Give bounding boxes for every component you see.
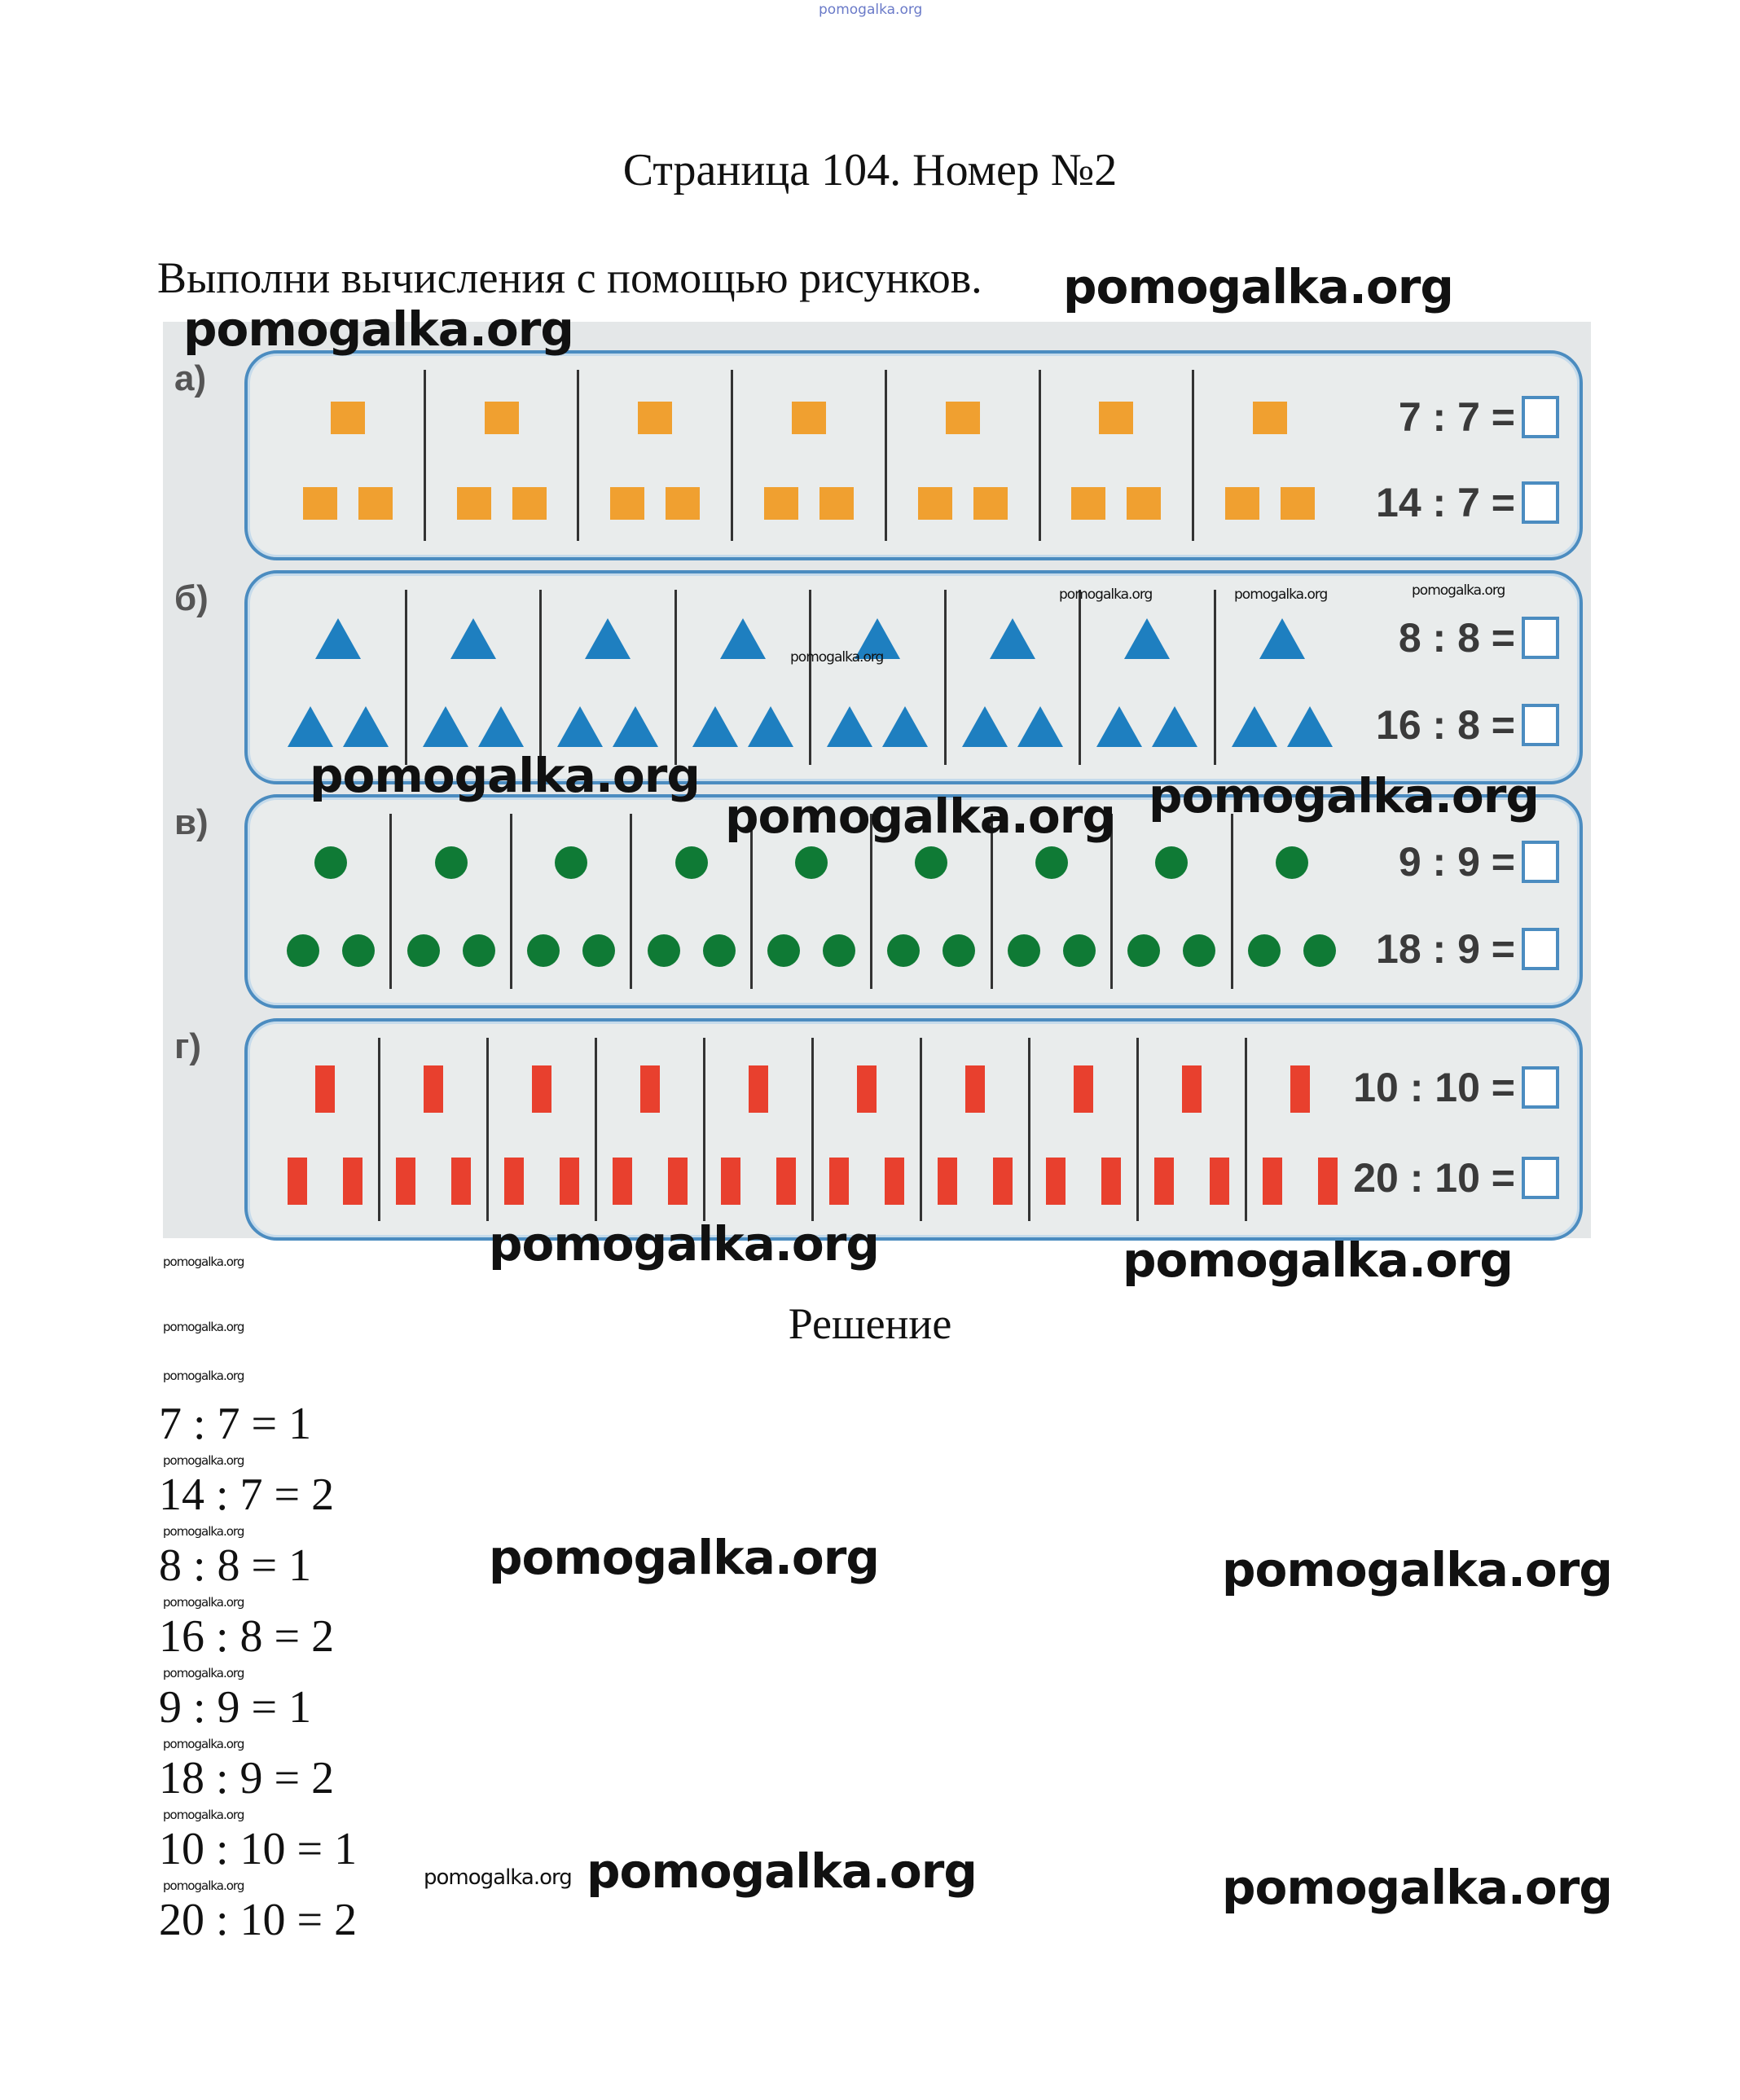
bar-shape <box>1263 1158 1282 1205</box>
panel-bars <box>244 1018 1583 1241</box>
watermark-top: pomogalka.org <box>819 2 923 18</box>
circle-shape <box>767 934 800 967</box>
triangle-shape <box>1152 706 1197 747</box>
shape-group <box>512 814 632 989</box>
circle-shape <box>648 934 680 967</box>
triangle-shape <box>748 706 793 747</box>
equation <box>1353 1065 1559 1110</box>
circle-shape <box>582 934 615 967</box>
answer-line: 18 : 9 = 2 <box>159 1753 335 1803</box>
bar-shape <box>1154 1158 1174 1205</box>
shape-group <box>579 370 733 541</box>
triangle-shape <box>827 706 872 747</box>
circle-shape <box>915 846 947 879</box>
watermark: pomogalka.org <box>163 1666 244 1680</box>
bar-shape <box>1046 1158 1066 1205</box>
equation <box>1399 394 1559 440</box>
bar-shape <box>396 1158 415 1205</box>
bar-shape <box>829 1158 849 1205</box>
bar-shape <box>1101 1158 1121 1205</box>
shape-group <box>922 1038 1030 1221</box>
equation <box>1399 615 1559 661</box>
triangle-shape <box>1017 706 1063 747</box>
answer-line: 9 : 9 = 1 <box>159 1682 312 1733</box>
circle-shape <box>1303 934 1336 967</box>
answer-box <box>1522 1066 1559 1109</box>
panel-label: б) <box>174 578 209 618</box>
square-shape <box>512 487 547 520</box>
bar-shape <box>857 1065 877 1113</box>
equation-text: 8 : 8 = <box>1398 615 1515 661</box>
circle-shape <box>675 846 708 879</box>
square-shape <box>303 487 337 520</box>
square-shape <box>638 402 672 434</box>
circle-shape <box>1127 934 1160 967</box>
shape-groups <box>272 590 1348 765</box>
triangle-shape <box>1259 618 1305 659</box>
bar-shape <box>938 1158 957 1205</box>
bar-shape <box>640 1065 660 1113</box>
bar-shape <box>965 1065 985 1113</box>
equation <box>1376 480 1559 525</box>
watermark: pomogalka.org <box>1412 582 1505 599</box>
watermark: pomogalka.org <box>163 1453 244 1468</box>
shape-group <box>1216 590 1349 765</box>
shape-group <box>887 370 1041 541</box>
answer-line: 20 : 10 = 2 <box>159 1895 358 1945</box>
shape-group <box>272 590 407 765</box>
circle-shape <box>703 934 736 967</box>
answer-box <box>1522 617 1559 659</box>
bar-shape <box>993 1158 1013 1205</box>
page-title: Страница 104. Номер №2 <box>622 145 1118 196</box>
triangle-shape <box>1124 618 1170 659</box>
shape-group <box>1030 1038 1139 1221</box>
triangle-shape <box>990 618 1035 659</box>
watermark: pomogalka.org <box>1222 1860 1612 1915</box>
square-shape <box>485 402 519 434</box>
bar-shape <box>885 1158 904 1205</box>
answer-box <box>1522 928 1559 970</box>
bar-shape <box>749 1065 768 1113</box>
answer-line: 8 : 8 = 1 <box>159 1540 312 1591</box>
triangle-shape <box>288 706 333 747</box>
equation <box>1399 839 1559 885</box>
square-shape <box>918 487 952 520</box>
shape-group <box>1247 1038 1353 1221</box>
shape-group <box>1233 814 1351 989</box>
shape-group <box>272 1038 380 1221</box>
task-instruction: Выполни вычисления с помощью рисунков. <box>157 253 982 302</box>
shape-group <box>1194 370 1346 541</box>
equation <box>1353 1155 1559 1201</box>
bar-shape <box>776 1158 796 1205</box>
shape-group <box>947 590 1082 765</box>
equation <box>1376 702 1559 748</box>
shape-groups <box>272 370 1346 541</box>
square-shape <box>1071 487 1105 520</box>
triangle-shape <box>882 706 928 747</box>
shape-group <box>677 590 812 765</box>
square-shape <box>457 487 491 520</box>
circle-shape <box>887 934 920 967</box>
shape-groups <box>272 1038 1353 1221</box>
square-shape <box>610 487 644 520</box>
bar-shape <box>532 1065 551 1113</box>
equation-text: 18 : 9 = <box>1376 926 1515 973</box>
triangle-shape <box>343 706 389 747</box>
square-shape <box>1225 487 1259 520</box>
triangle-shape <box>557 706 603 747</box>
triangle-shape <box>692 706 738 747</box>
square-shape <box>1281 487 1315 520</box>
square-shape <box>666 487 700 520</box>
shape-group <box>814 1038 922 1221</box>
watermark: pomogalka.org <box>163 1808 244 1822</box>
square-shape <box>946 402 980 434</box>
answer-box <box>1522 396 1559 438</box>
square-shape <box>819 487 854 520</box>
shape-group <box>392 814 512 989</box>
circle-shape <box>1063 934 1096 967</box>
circle-shape <box>795 846 828 879</box>
shape-group <box>1081 590 1216 765</box>
bar-shape <box>613 1158 632 1205</box>
circle-shape <box>1276 846 1308 879</box>
bar-shape <box>451 1158 471 1205</box>
circle-shape <box>314 846 347 879</box>
triangle-shape <box>613 706 658 747</box>
bar-shape <box>721 1158 740 1205</box>
watermark: pomogalka.org <box>163 1595 244 1610</box>
bar-shape <box>1182 1065 1202 1113</box>
equation-text: 7 : 7 = <box>1398 394 1515 440</box>
watermark: pomogalka.org <box>489 1216 879 1272</box>
square-shape <box>1253 402 1287 434</box>
solution-heading: Решение <box>788 1299 952 1348</box>
shape-group <box>733 370 887 541</box>
shape-group <box>380 1038 489 1221</box>
circle-shape <box>555 846 587 879</box>
circle-shape <box>1155 846 1188 879</box>
shape-group <box>542 590 677 765</box>
watermark: pomogalka.org <box>183 301 573 357</box>
shape-group <box>1113 814 1232 989</box>
triangle-shape <box>478 706 524 747</box>
triangle-shape <box>585 618 631 659</box>
circle-shape <box>407 934 440 967</box>
answer-box <box>1522 1157 1559 1199</box>
circle-shape <box>823 934 855 967</box>
shape-group <box>811 590 947 765</box>
equation <box>1376 926 1559 972</box>
bar-shape <box>315 1065 335 1113</box>
triangle-shape <box>962 706 1008 747</box>
watermark: pomogalka.org <box>163 1320 244 1334</box>
shape-group <box>272 370 426 541</box>
bar-shape <box>668 1158 688 1205</box>
triangle-shape <box>423 706 468 747</box>
shape-group <box>489 1038 597 1221</box>
equation-text: 16 : 8 = <box>1376 702 1515 749</box>
watermark: pomogalka.org <box>310 748 700 803</box>
watermark: pomogalka.org <box>163 1369 244 1383</box>
equation-text: 10 : 10 = <box>1353 1065 1515 1110</box>
bar-shape <box>560 1158 579 1205</box>
watermark: pomogalka.org <box>424 1865 572 1890</box>
answer-box <box>1522 841 1559 883</box>
square-shape <box>1099 402 1133 434</box>
watermark: pomogalka.org <box>1149 768 1539 824</box>
bar-shape <box>343 1158 362 1205</box>
shape-group <box>272 814 392 989</box>
panel-label: в) <box>174 802 209 842</box>
triangle-shape <box>315 618 361 659</box>
bar-shape <box>504 1158 524 1205</box>
answer-line: 7 : 7 = 1 <box>159 1399 312 1449</box>
watermark: pomogalka.org <box>1059 587 1153 603</box>
bar-shape <box>1318 1158 1338 1205</box>
answer-box <box>1522 704 1559 746</box>
shape-group <box>407 590 543 765</box>
bar-shape <box>288 1158 307 1205</box>
square-shape <box>331 402 365 434</box>
watermark: pomogalka.org <box>163 1524 244 1539</box>
equation-text: 20 : 10 = <box>1353 1155 1515 1202</box>
circle-shape <box>1008 934 1040 967</box>
watermark: pomogalka.org <box>1123 1232 1513 1288</box>
triangle-shape <box>450 618 496 659</box>
triangle-shape <box>1232 706 1277 747</box>
watermark: pomogalka.org <box>163 1737 244 1751</box>
circle-shape <box>1248 934 1281 967</box>
bar-shape <box>1290 1065 1310 1113</box>
panel-label: г) <box>174 1026 201 1066</box>
shape-group <box>1139 1038 1247 1221</box>
answer-line: 10 : 10 = 1 <box>159 1824 358 1874</box>
watermark: pomogalka.org <box>1222 1542 1612 1597</box>
watermark: pomogalka.org <box>725 789 1115 844</box>
circle-shape <box>342 934 375 967</box>
square-shape <box>973 487 1008 520</box>
shape-group <box>426 370 580 541</box>
square-shape <box>764 487 798 520</box>
watermark: pomogalka.org <box>1234 587 1328 603</box>
equation-text: 9 : 9 = <box>1398 839 1515 885</box>
panel-label: а) <box>174 358 207 398</box>
triangle-shape <box>720 618 766 659</box>
watermark: pomogalka.org <box>790 649 884 666</box>
triangle-shape <box>1287 706 1333 747</box>
watermark: pomogalka.org <box>163 1878 244 1893</box>
square-shape <box>358 487 393 520</box>
triangle-shape <box>1096 706 1142 747</box>
bar-shape <box>424 1065 443 1113</box>
circle-shape <box>527 934 560 967</box>
answer-line: 16 : 8 = 2 <box>159 1611 335 1662</box>
circle-shape <box>287 934 319 967</box>
watermark: pomogalka.org <box>163 1254 244 1269</box>
panel-squares <box>244 350 1583 560</box>
bar-shape <box>1210 1158 1229 1205</box>
square-shape <box>792 402 826 434</box>
shape-group <box>1041 370 1195 541</box>
shape-group <box>597 1038 705 1221</box>
watermark: pomogalka.org <box>587 1843 977 1899</box>
equation-text: 14 : 7 = <box>1376 480 1515 525</box>
watermark: pomogalka.org <box>489 1530 879 1585</box>
circle-shape <box>942 934 975 967</box>
circle-shape <box>1183 934 1215 967</box>
watermark: pomogalka.org <box>1063 259 1453 314</box>
shape-group <box>705 1038 814 1221</box>
square-shape <box>1127 487 1161 520</box>
answer-box <box>1522 481 1559 524</box>
circle-shape <box>1035 846 1068 879</box>
circle-shape <box>435 846 468 879</box>
bar-shape <box>1074 1065 1093 1113</box>
answer-line: 14 : 7 = 2 <box>159 1470 335 1520</box>
circle-shape <box>463 934 495 967</box>
